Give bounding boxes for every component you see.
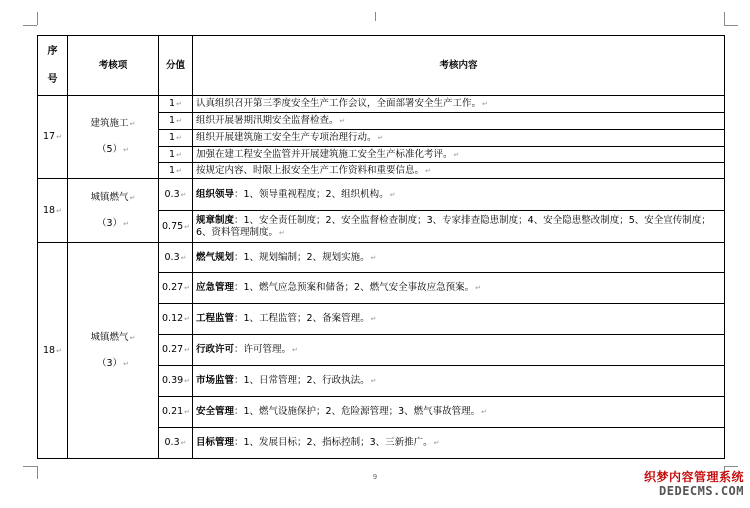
table-row: [38, 243, 725, 273]
paragraph-mark: ↵: [425, 166, 431, 175]
paragraph-mark: ↵: [279, 228, 285, 237]
crop-mark: [23, 25, 37, 26]
paragraph-mark: ↵: [292, 346, 298, 354]
page-number: 9: [372, 473, 378, 481]
score-value: 0.75: [162, 220, 184, 232]
content-text: 加强在建工程安全监管并开展建筑施工安全生产标准化考评。: [196, 148, 453, 160]
paragraph-mark: ↵: [481, 408, 488, 416]
content-cell: [193, 366, 725, 397]
content-label: 燃气规划: [196, 251, 235, 263]
content-label: 应急管理: [196, 282, 235, 293]
item-name: 城镇燃气: [90, 191, 129, 203]
paragraph-mark: ↵: [176, 150, 182, 159]
content-text: 组织开展建筑施工安全生产专项治理行动。: [196, 132, 377, 143]
score-value: 1: [169, 148, 176, 160]
content-text: ：许可管理。: [234, 344, 292, 355]
paragraph-mark: ↵: [176, 100, 182, 108]
paragraph-mark: ↵: [56, 206, 62, 215]
paragraph-mark: ↵: [56, 133, 62, 141]
content-cell: [193, 335, 725, 366]
score-cell: [159, 273, 193, 304]
paragraph-mark: ↵: [129, 333, 136, 342]
content-label: 规章制度: [196, 214, 235, 226]
paragraph-mark: ↵: [180, 253, 187, 262]
score-value: 0.21: [162, 406, 184, 417]
header-content: 考核内容: [193, 36, 725, 96]
item-points: （3）: [97, 357, 123, 369]
content-text: 按规定内容、时限上报安全生产工作资料和重要信息。: [196, 164, 425, 176]
header-seq-char-1: 序: [47, 45, 58, 57]
content-cell: [193, 113, 725, 130]
score-value: 0.3: [164, 251, 180, 263]
paragraph-mark: ↵: [339, 117, 346, 125]
paragraph-mark: ↵: [180, 439, 187, 447]
paragraph-mark: ↵: [433, 439, 440, 447]
seq-number: 18: [43, 204, 56, 216]
crop-mark: [724, 466, 738, 467]
content-label: 行政许可: [196, 344, 235, 355]
paragraph-mark: ↵: [377, 134, 384, 142]
item-name: 城镇燃气: [90, 331, 129, 343]
score-value: 1: [169, 115, 176, 126]
score-value: 0.3: [164, 437, 180, 448]
paragraph-mark: ↵: [176, 166, 182, 175]
content-text: 认真组织召开第三季度安全生产工作会议，全面部署安全生产工作。: [196, 98, 482, 109]
paragraph-mark: ↵: [176, 134, 182, 142]
score-cell: [159, 130, 193, 147]
seq-cell: [38, 179, 68, 243]
content-cell: [193, 304, 725, 335]
paragraph-mark: ↵: [184, 408, 191, 416]
spacer: [71, 130, 155, 144]
score-value: 0.39: [162, 375, 184, 386]
paragraph-mark: ↵: [56, 346, 62, 355]
score-cell: [159, 428, 193, 459]
assessment-table: [37, 35, 725, 459]
table-row: [38, 96, 725, 113]
paragraph-mark: ↵: [176, 117, 182, 125]
content-label: 组织领导: [196, 188, 235, 200]
header-seq-cell: [38, 36, 68, 96]
score-cell: [159, 335, 193, 366]
content-label: 市场监管: [196, 375, 235, 386]
item-points: （3）: [97, 217, 123, 229]
content-text: ：1、燃气应急预案和储备；2、燃气安全事故应急预案。: [234, 282, 475, 293]
content-cell: [193, 163, 725, 179]
content-cell: [193, 96, 725, 113]
score-cell: [159, 113, 193, 130]
paragraph-mark: ↵: [370, 315, 377, 323]
score-cell: [159, 211, 193, 243]
paragraph-mark: ↵: [184, 377, 191, 385]
seq-cell: [38, 243, 68, 459]
header-score: 分值: [159, 36, 193, 96]
table-row: [38, 179, 725, 211]
content-cell: [193, 428, 725, 459]
paragraph-mark: ↵: [184, 222, 191, 231]
score-value: 0.27: [162, 344, 184, 355]
crop-mark: [375, 12, 376, 21]
paragraph-mark: ↵: [180, 190, 187, 199]
watermark-url: DEDECMS.COM: [659, 484, 744, 498]
score-cell: [159, 163, 193, 179]
content-label: 安全管理: [196, 406, 235, 417]
content-cell: [193, 273, 725, 304]
paragraph-mark: ↵: [123, 146, 129, 154]
paragraph-mark: ↵: [129, 193, 136, 202]
item-cell: [68, 243, 159, 459]
content-cell: [193, 397, 725, 428]
spacer: [71, 344, 155, 358]
paragraph-mark: ↵: [453, 150, 460, 159]
score-cell: [159, 366, 193, 397]
score-cell: [159, 304, 193, 335]
watermark: [644, 470, 744, 498]
content-cell: [193, 243, 725, 273]
seq-number: 18: [43, 344, 56, 356]
score-cell: [159, 397, 193, 428]
content-text: ：1、规划编制；2、规划实施。: [234, 251, 370, 263]
header-row: [38, 36, 725, 96]
content-label: 目标管理: [196, 437, 235, 448]
content-text: ：1、工程监管；2、备案管理。: [234, 313, 370, 324]
item-cell: [68, 179, 159, 243]
paragraph-mark: ↵: [389, 190, 396, 199]
score-value: 0.27: [162, 282, 184, 293]
item-points: （5）: [97, 144, 123, 155]
paragraph-mark: ↵: [482, 100, 488, 108]
crop-mark: [724, 12, 725, 25]
crop-mark: [724, 25, 738, 26]
item-name: 建筑施工: [90, 118, 129, 129]
crop-mark: [37, 12, 38, 25]
paragraph-mark: ↵: [123, 359, 129, 368]
paragraph-mark: ↵: [129, 120, 136, 128]
paragraph-mark: ↵: [184, 346, 191, 354]
content-cell: [193, 179, 725, 211]
header-item: 考核项: [68, 36, 159, 96]
score-value: 1: [169, 164, 176, 176]
header-seq-char-2: 号: [47, 73, 58, 85]
paragraph-mark: ↵: [370, 253, 377, 262]
spacer: [71, 204, 155, 218]
score-cell: [159, 96, 193, 113]
content-cell: [193, 211, 725, 243]
paragraph-mark: ↵: [475, 284, 481, 292]
item-cell: [68, 96, 159, 179]
score-value: 1: [169, 132, 176, 143]
content-text: ：1、日常管理；2、行政执法。: [234, 375, 370, 386]
content-cell: [193, 147, 725, 163]
content-text: ：1、领导重视程度；2、组织机构。: [234, 188, 389, 200]
score-value: 0.12: [162, 313, 184, 324]
content-label: 工程监管: [196, 313, 235, 324]
paragraph-mark: ↵: [370, 377, 377, 385]
content-text: ：1、燃气设施保护；2、危险源管理；3、燃气事故管理。: [234, 406, 481, 417]
score-value: 0.3: [164, 188, 180, 200]
seq-number: 17: [43, 131, 56, 142]
content-text: ：1、安全责任制度；2、安全监督检查制度；3、专家排查隐患制度；4、安全隐患整改制度；5、安全宣传制度；6、资料管理制度。: [196, 214, 711, 238]
score-cell: [159, 243, 193, 273]
content-text: 组织开展暑期汛期安全监督检查。: [196, 115, 339, 126]
content-text: ：1、发展目标；2、指标控制；3、三新推广。: [234, 437, 433, 448]
crop-mark: [23, 466, 37, 467]
seq-cell: [38, 96, 68, 179]
score-value: 1: [169, 98, 176, 109]
paragraph-mark: ↵: [184, 284, 191, 292]
content-cell: [193, 130, 725, 147]
watermark-title: 织梦内容管理系统: [643, 470, 744, 484]
score-cell: [159, 147, 193, 163]
paragraph-mark: ↵: [123, 219, 129, 228]
paragraph-mark: ↵: [184, 315, 191, 323]
score-cell: [159, 179, 193, 211]
